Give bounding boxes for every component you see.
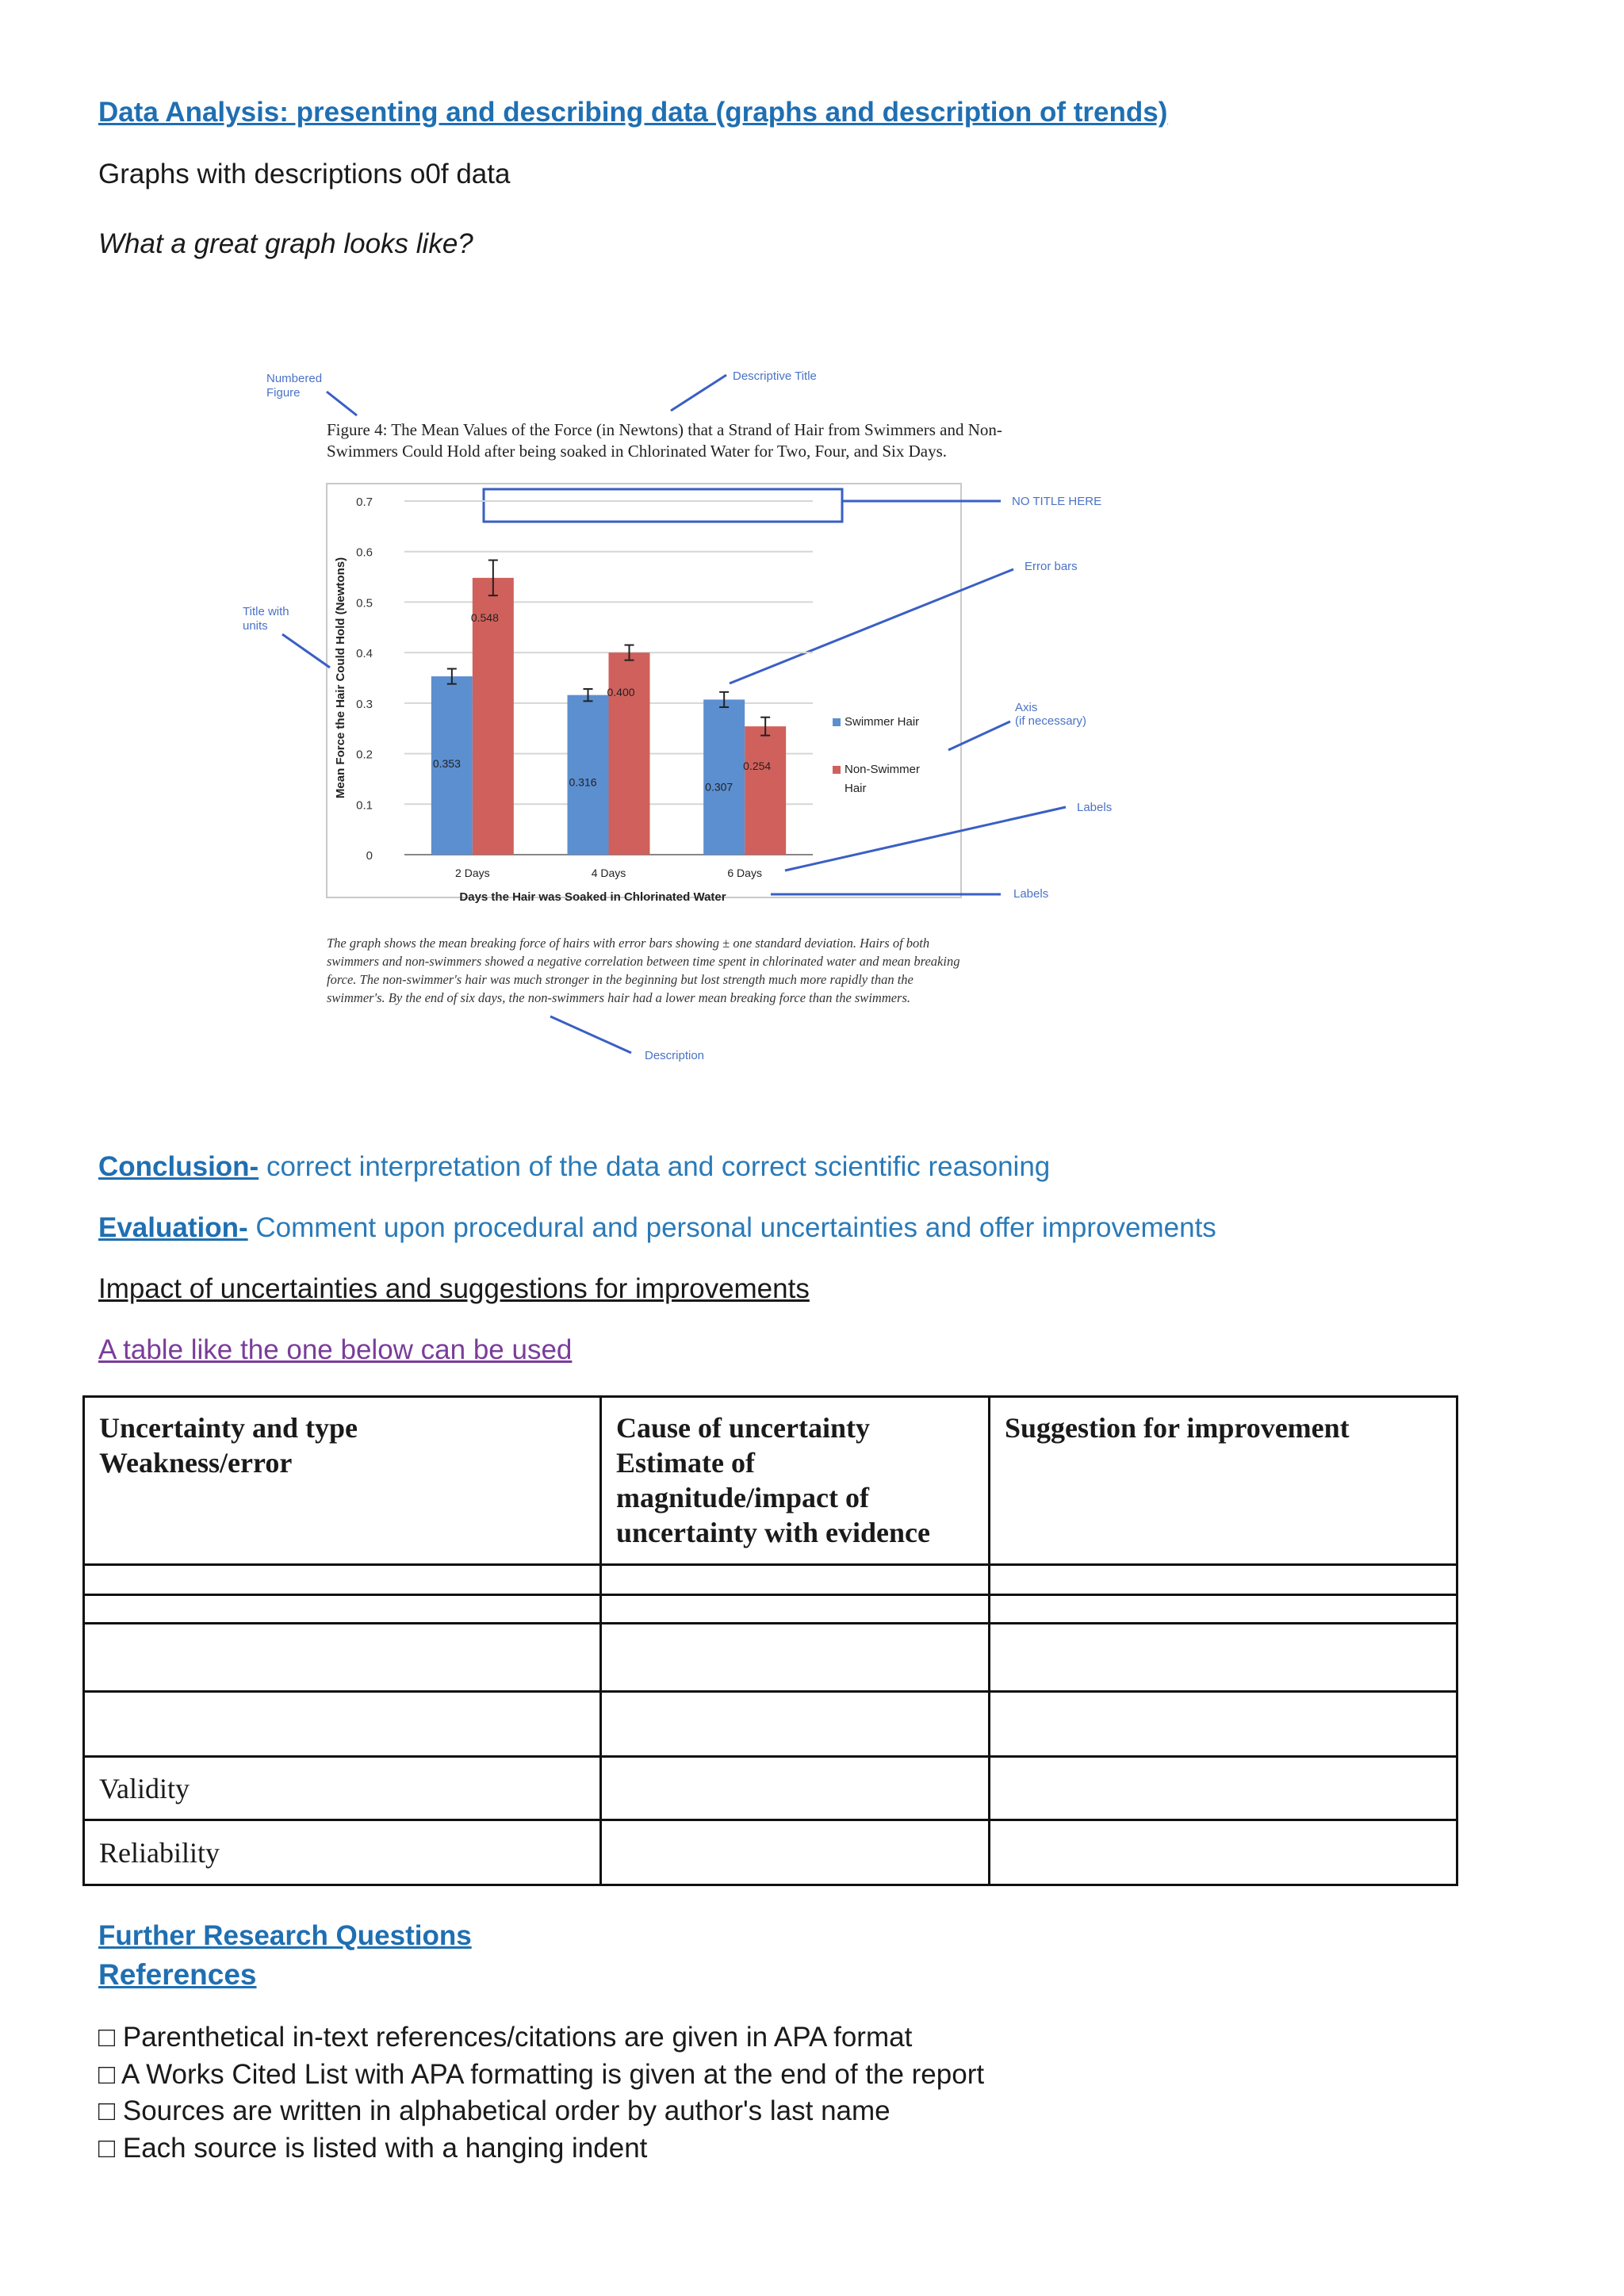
- reliability-cell: Reliability: [84, 1820, 601, 1885]
- legend-label: Non-Swimmer: [845, 763, 921, 776]
- annotation-labels-1: Labels: [1077, 801, 1113, 814]
- y-tick-label: 0.6: [356, 545, 373, 560]
- header-uncertainty-type: Uncertainty and type Weakness/error: [84, 1397, 601, 1565]
- data-label: 0.307: [705, 780, 733, 794]
- x-tick-label: 6 Days: [727, 867, 762, 879]
- table-row: [84, 1692, 1457, 1757]
- y-tick-label: 0.5: [356, 596, 373, 610]
- annotation-descriptive-title: Descriptive Title: [733, 369, 817, 383]
- uncertainty-table: [82, 1395, 1458, 1886]
- table-cell[interactable]: [601, 1692, 990, 1757]
- annotation-axis: Axis (if necessary): [1015, 701, 1087, 728]
- legend-swatch: [833, 766, 841, 774]
- bar-non-swimmer: [609, 652, 650, 855]
- references-heading[interactable]: References: [98, 1958, 257, 1991]
- table-cell[interactable]: [601, 1820, 990, 1885]
- data-label: 0.353: [432, 757, 461, 771]
- validity-cell: Validity: [84, 1757, 601, 1820]
- table-row: [84, 1624, 1457, 1692]
- legend-label: Hair: [845, 782, 867, 795]
- table-cell[interactable]: [990, 1692, 1457, 1757]
- legend-label: Swimmer Hair: [845, 715, 920, 729]
- table-row-validity: [84, 1757, 1457, 1820]
- bar-swimmer: [703, 699, 745, 855]
- legend-swatch: [833, 718, 841, 726]
- figure-title-line-2: Swimmers Could Hold after being soaked in Chlorinated Water for Two, Four, and Six Days.: [327, 442, 948, 461]
- arrow-description: [550, 1016, 631, 1053]
- plot-area: [334, 496, 920, 904]
- table-cell[interactable]: [601, 1624, 990, 1692]
- table-note-link[interactable]: A table like the one below can be used: [98, 1334, 573, 1365]
- table-cell[interactable]: [990, 1565, 1457, 1595]
- y-axis-label: Mean Force the Hair Could Hold (Newtons): [334, 557, 347, 799]
- page-title[interactable]: Data Analysis: presenting and describing data (graphs and description of trends): [98, 97, 1168, 128]
- figure-description: The graph shows the mean breaking force of hairs with error bars showing ± one standard deviation. Hairs of both swimmers and non-swimmers showed a negative correlation between time spent in chlorinated water and mean breaking force. The non-swimmer's hair was much stronger in the beginning but lost strength much more rapidly than the swimmer's. By the end of six days, the non-swimmers hair had a lower mean breaking force than the swimmers.: [327, 936, 960, 1005]
- table-cell[interactable]: [990, 1595, 1457, 1624]
- checkbox-icon[interactable]: □: [98, 2095, 116, 2126]
- conclusion-line: [98, 1151, 1050, 1183]
- y-tick-label: 0.2: [356, 748, 373, 762]
- y-tick-label: 0.4: [356, 647, 373, 661]
- checklist-item: □ Sources are written in alphabetical order by author's last name: [98, 2095, 891, 2126]
- question: What a great graph looks like?: [98, 228, 473, 259]
- figure-title-line-1: Figure 4: The Mean Values of the Force (in Newtons) that a Strand of Hair from Swimmers and Non-: [327, 420, 1002, 439]
- checklist-item: □ A Works Cited List with APA formatting is given at the end of the report: [98, 2059, 985, 2090]
- annotation-numbered-figure: Numbered Figure: [266, 372, 323, 400]
- table-cell[interactable]: [601, 1595, 990, 1624]
- table-cell[interactable]: [84, 1692, 601, 1757]
- checkbox-icon[interactable]: □: [98, 2022, 116, 2053]
- example-figure: [0, 0, 1624, 1126]
- data-label: 0.400: [607, 686, 635, 699]
- evaluation-label[interactable]: Evaluation-: [98, 1212, 248, 1243]
- x-axis-label: Days the Hair was Soaked in Chlorinated Water: [459, 890, 726, 904]
- table-cell[interactable]: [990, 1624, 1457, 1692]
- annotation-description: Description: [645, 1049, 705, 1062]
- arrow-error-bars: [730, 569, 1013, 683]
- table-row: [84, 1595, 1457, 1624]
- annotation-error-bars: Error bars: [1025, 560, 1078, 573]
- checklist-item: □ Parenthetical in-text references/citations are given in APA format: [98, 2022, 913, 2053]
- checkbox-icon[interactable]: □: [98, 2133, 116, 2164]
- impact-heading: Impact of uncertainties and suggestions for improvements: [98, 1273, 810, 1304]
- data-label: 0.548: [470, 610, 499, 624]
- table-cell[interactable]: [601, 1757, 990, 1820]
- header-cause: Cause of uncertainty Estimate of magnitude/impact of uncertainty with evidence: [601, 1397, 990, 1565]
- conclusion-text: correct interpretation of the data and correct scientific reasoning: [259, 1151, 1051, 1182]
- table-cell[interactable]: [601, 1565, 990, 1595]
- header-suggestion: Suggestion for improvement: [990, 1397, 1457, 1565]
- y-tick-label: 0.7: [356, 496, 373, 509]
- y-tick-label: 0: [366, 849, 373, 863]
- data-label: 0.316: [569, 775, 597, 789]
- arrow-axis: [948, 721, 1010, 750]
- annotation-no-title-here: NO TITLE HERE: [1012, 495, 1102, 508]
- y-tick-label: 0.3: [356, 697, 373, 711]
- arrow-title-units: [282, 634, 330, 668]
- further-research-heading[interactable]: Further Research Questions: [98, 1920, 472, 1951]
- subtitle: Graphs with descriptions o0f data: [98, 159, 511, 189]
- table-row: [84, 1565, 1457, 1595]
- x-tick-label: 4 Days: [591, 867, 626, 879]
- table-row-reliability: [84, 1820, 1457, 1885]
- table-cell[interactable]: [84, 1565, 601, 1595]
- x-tick-label: 2 Days: [455, 867, 490, 879]
- table-cell[interactable]: [990, 1757, 1457, 1820]
- data-label: 0.254: [743, 760, 772, 773]
- annotation-title-with-units: Title with units: [243, 605, 289, 633]
- evaluation-text: Comment upon procedural and personal uncertainties and offer improvements: [247, 1212, 1216, 1243]
- bar-non-swimmer: [745, 726, 786, 855]
- arrow-descriptive-title: [671, 375, 726, 411]
- checkbox-icon[interactable]: □: [98, 2059, 116, 2090]
- table-cell[interactable]: [990, 1820, 1457, 1885]
- bar-swimmer: [568, 695, 609, 855]
- y-tick-label: 0.1: [356, 798, 373, 813]
- table-cell[interactable]: [84, 1624, 601, 1692]
- arrow-numbered-figure: [327, 392, 357, 415]
- evaluation-line: [98, 1212, 1216, 1244]
- table-cell[interactable]: [84, 1595, 601, 1624]
- table-header-row: [84, 1397, 1457, 1565]
- arrow-labels-1: [785, 807, 1066, 871]
- checklist-item: □ Each source is listed with a hanging indent: [98, 2133, 648, 2164]
- conclusion-label[interactable]: Conclusion-: [98, 1151, 259, 1182]
- no-title-box: [484, 489, 842, 522]
- annotation-labels-2: Labels: [1013, 887, 1049, 901]
